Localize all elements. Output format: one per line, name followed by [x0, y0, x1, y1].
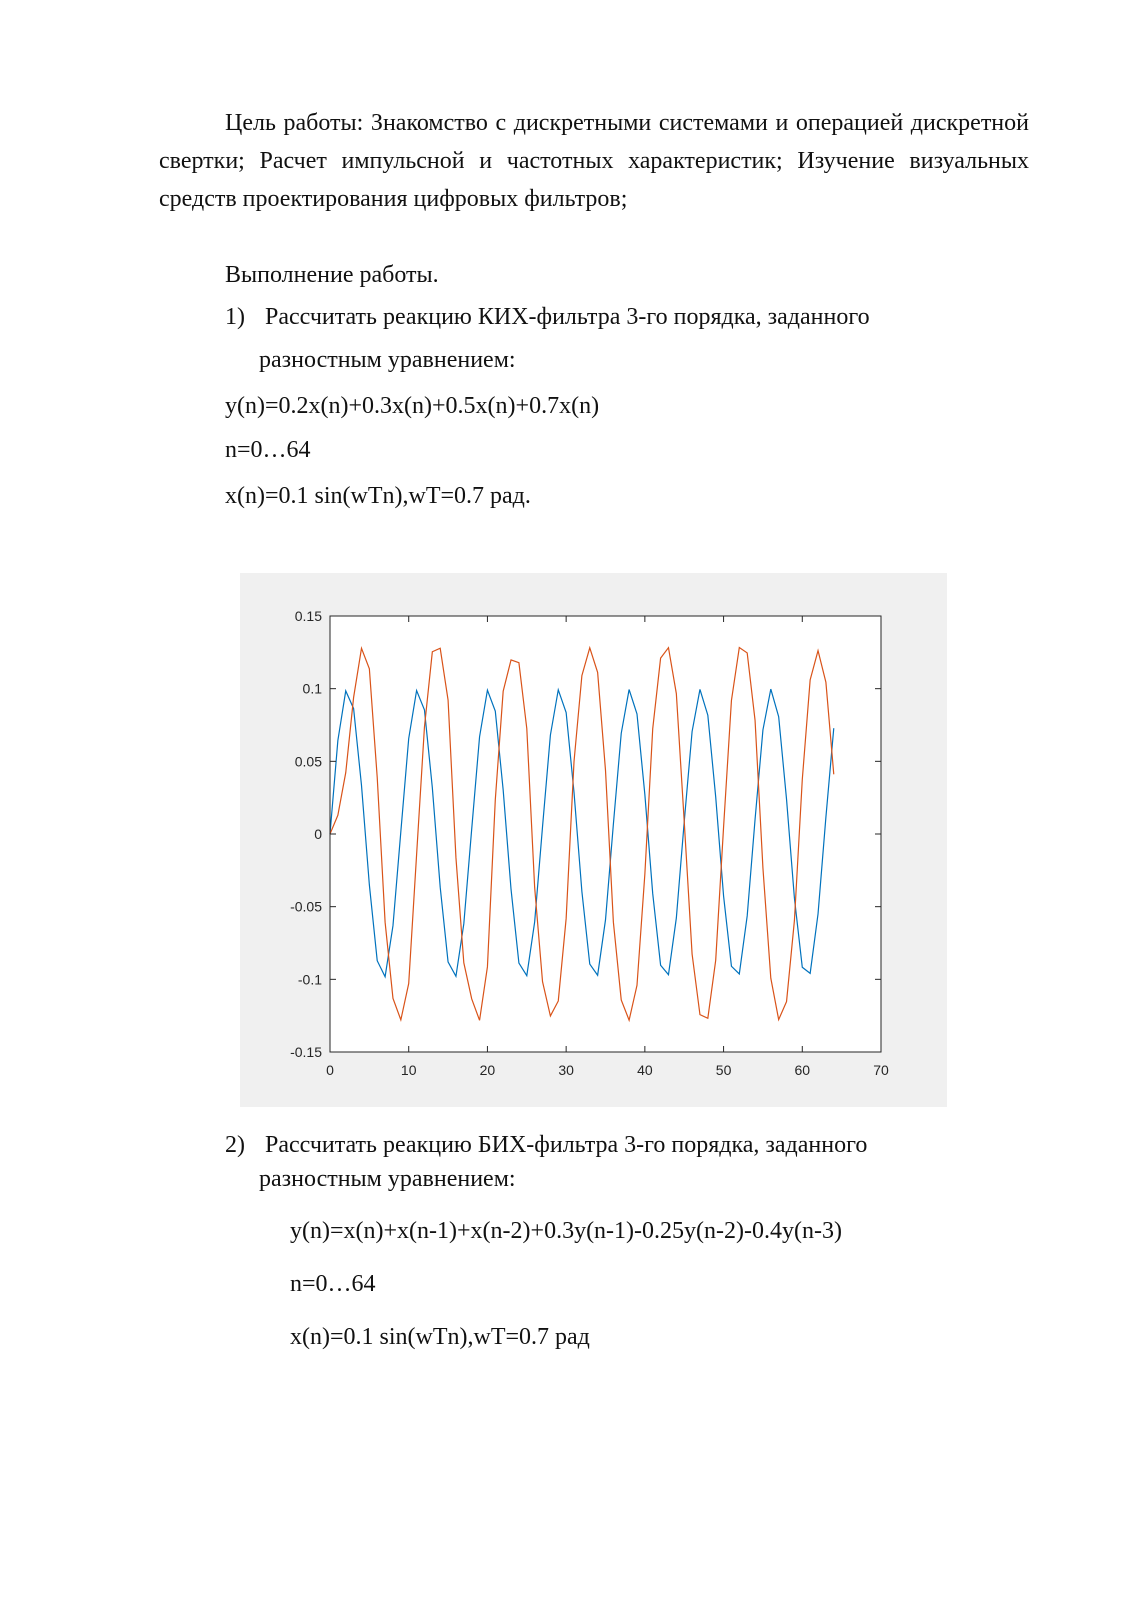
task1-input: x(n)=0.1 sin(wTn),wT=0.7 рад. — [225, 483, 531, 509]
task1-equation: y(n)=0.2x(n)+0.3x(n)+0.5x(n)+0.7x(n) — [225, 393, 600, 419]
task2-line1: Рассчитать реакцию БИХ-фильтра 3-го порядка, заданного — [265, 1132, 868, 1158]
x-tick-label: 40 — [637, 1062, 653, 1078]
section-title: Выполнение работы. — [225, 262, 439, 288]
y-tick-label: 0.1 — [302, 680, 322, 697]
y-tick-label: 0 — [314, 826, 322, 842]
y-tick-label: -0.05 — [290, 898, 322, 915]
task2-input: x(n)=0.1 sin(wTn),wT=0.7 рад — [290, 1324, 590, 1350]
task2-number: 2) — [225, 1132, 245, 1158]
x-tick-label: 50 — [715, 1062, 732, 1078]
x-tick-label: 70 — [873, 1062, 889, 1078]
y-tick-label: 0.05 — [294, 753, 322, 770]
task2-heading — [225, 1132, 867, 1159]
task1-range: n=0…64 — [225, 437, 311, 463]
task2-range: n=0…64 — [290, 1271, 376, 1297]
plot-area — [330, 616, 881, 1052]
line-chart — [240, 573, 947, 1107]
task1-line2: разностным уравнением: — [259, 347, 516, 373]
task1-heading — [225, 304, 870, 331]
intro-paragraph: Цель работы: Знакомство с дискретными системами и операцией дискретной свертки; Расчет импульсной и частотных характеристик; Изучение визуальных средств проектирования цифровых фильтров; — [159, 110, 1029, 212]
x-tick-label: 30 — [558, 1062, 574, 1078]
y-tick-label: 0.15 — [294, 608, 322, 624]
x-tick-label: 20 — [479, 1062, 496, 1078]
task1-number: 1) — [225, 304, 245, 330]
x-tick-label: 0 — [326, 1062, 334, 1078]
x-tick-label: 10 — [400, 1062, 417, 1078]
task2-equation: y(n)=x(n)+x(n-1)+x(n-2)+0.3y(n-1)-0.25y(n-2)-0.4y(n-3) — [290, 1218, 842, 1244]
matlab-figure — [240, 573, 947, 1107]
y-tick-label: -0.15 — [290, 1044, 322, 1060]
task1-line1: Рассчитать реакцию КИХ-фильтра 3-го порядка, заданного — [265, 304, 870, 330]
task2-line2: разностным уравнением: — [259, 1166, 516, 1192]
x-tick-label: 60 — [794, 1062, 811, 1078]
y-tick-label: -0.1 — [297, 971, 322, 988]
